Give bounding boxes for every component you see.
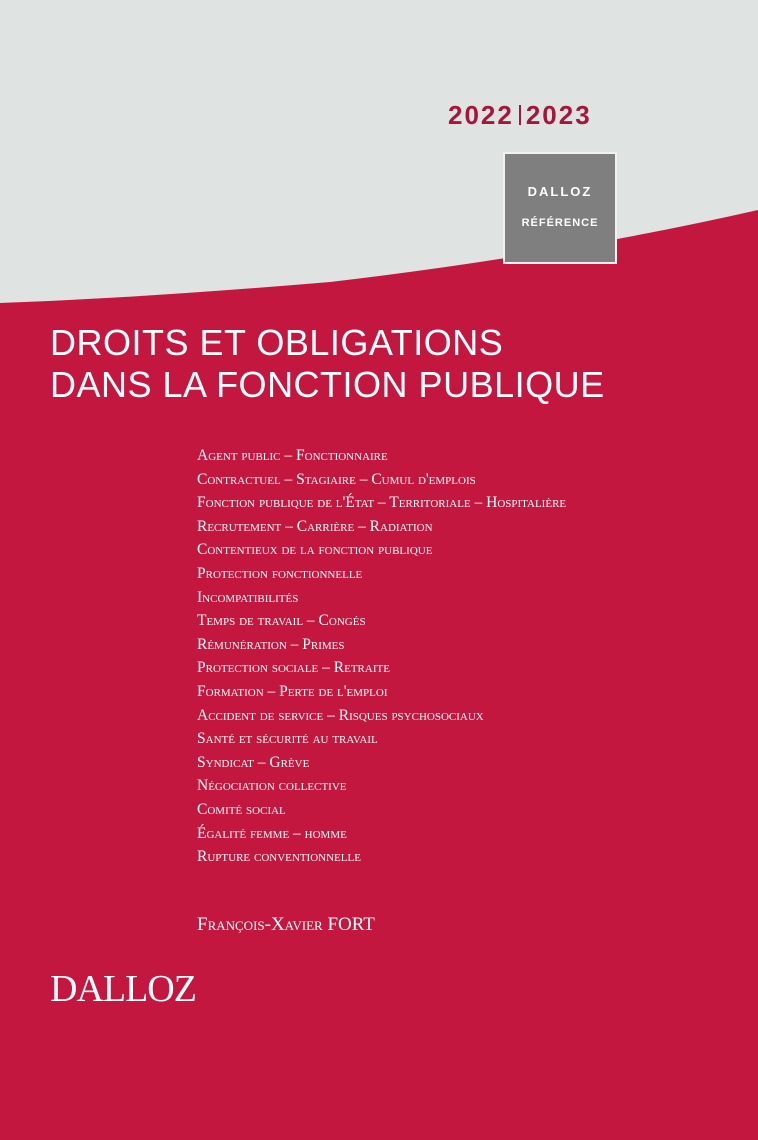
edition-years	[448, 100, 592, 134]
topic-item: Incompatibilités	[197, 588, 299, 606]
topic-list	[197, 444, 737, 869]
topic-item: Fonction publique de l'État – Territoriale – Hospitalière	[197, 494, 567, 512]
topic-item: Négociation collective	[197, 777, 347, 795]
topic-item: Formation – Perte de l'emploi	[197, 682, 388, 700]
year-start: 2022	[448, 100, 514, 130]
year-separator	[519, 105, 521, 125]
year-end: 2023	[525, 100, 592, 130]
collection-badge-series: RÉFÉRENCE	[521, 217, 599, 229]
topic-item: Protection fonctionnelle	[197, 564, 363, 582]
top-band	[0, 0, 758, 310]
book-title	[50, 322, 730, 406]
publisher-logo-text: DALLOZ	[50, 968, 196, 1010]
topic-item: Rémunération – Primes	[197, 635, 345, 653]
topic-item: Santé et sécurité au travail	[197, 730, 378, 748]
topic-item: Contentieux de la fonction publique	[197, 541, 433, 559]
author-name: François-Xavier FORT	[197, 914, 375, 935]
book-title-line-2: DANS LA FONCTION PUBLIQUE	[50, 364, 605, 405]
topic-item: Égalité femme – homme	[197, 824, 347, 842]
topic-item: Rupture conventionnelle	[197, 848, 361, 866]
topic-item: Recrutement – Carrière – Radiation	[197, 517, 433, 535]
topic-item: Contractuel – Stagiaire – Cumul d'emplois	[197, 470, 476, 488]
topic-item: Comité social	[197, 800, 286, 818]
collection-badge	[503, 152, 617, 264]
topic-item: Temps de travail – Congés	[197, 612, 366, 630]
collection-badge-publisher: DALLOZ	[527, 184, 593, 199]
topic-item: Syndicat – Grève	[197, 753, 310, 771]
topic-item: Agent public – Fonctionnaire	[197, 447, 388, 464]
topic-item: Protection sociale – Retraite	[197, 659, 390, 677]
publisher-logo	[50, 963, 196, 1010]
topic-item: Accident de service – Risques psychosociaux	[197, 706, 484, 724]
book-title-line-1: DROITS ET OBLIGATIONS	[50, 322, 504, 363]
